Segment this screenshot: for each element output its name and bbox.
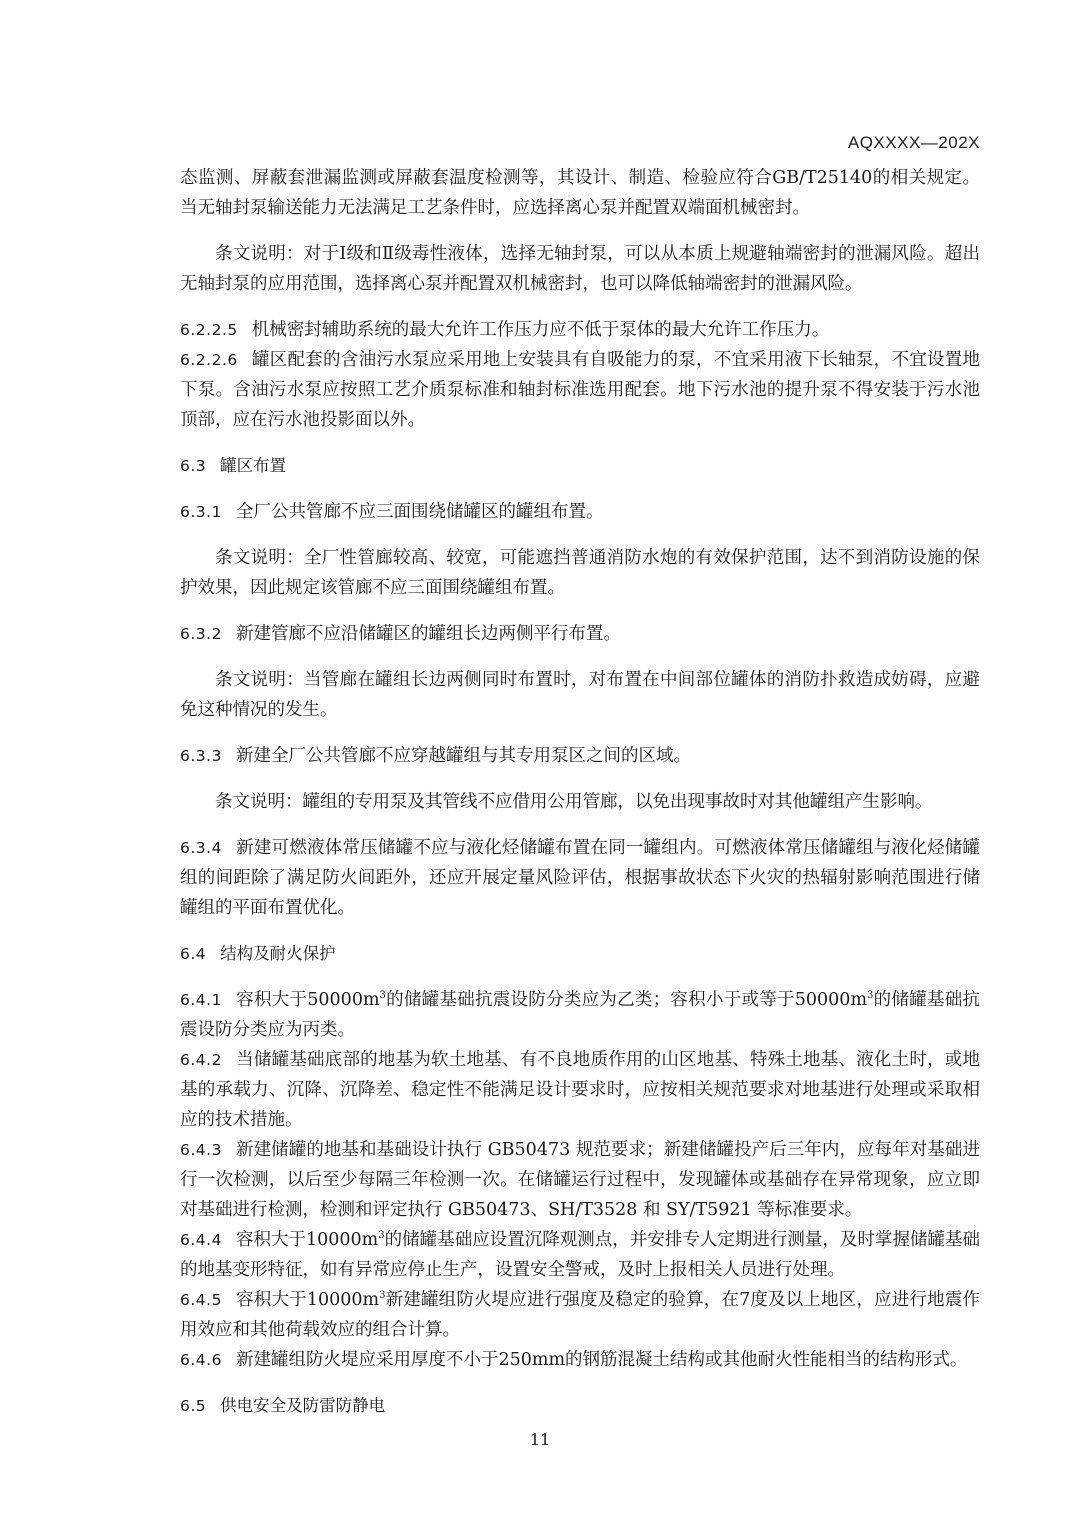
section-heading-6-4 [180,939,980,969]
clause-explanation: 条文说明：对于Ⅰ级和Ⅱ级毒性液体，选择无轴封泵，可以从本质上规避轴端密封的泄漏风险。超出无轴封泵的应用范围，选择离心泵并配置双机械密封，也可以降低轴端密封的泄漏风险。 [180,244,980,294]
clause-text: 新建罐组防火堤应采用厚度不小于250mm的钢筋混凝土结构或其他耐火性能相当的结构形式。 [235,1350,968,1370]
clause-number: 6.3.2 [180,625,222,643]
clause-text: 新建罐组防火堤应进行强度及稳定的验算，在7度及以上地区，应进行地震作用效应和其他荷载效应的组合计算。 [180,1290,980,1340]
clause-number: 6.3.3 [180,747,222,765]
clause-explanation: 条文说明：当管廊在罐组长边两侧同时布置时，对布置在中间部位罐体的消防扑救造成妨碍，应避免这种情况的发生。 [180,670,980,720]
superscript: 3 [378,1230,385,1242]
clause-explanation: 条文说明：罐组的专用泵及其管线不应借用公用管廊，以免出现事故时对其他罐组产生影响。 [215,792,933,812]
section-heading-6-3 [180,451,980,481]
section-title: 罐区布置 [220,456,287,475]
clause-6-4-4 [180,1225,980,1285]
clause-6-3-1 [180,497,980,527]
clause-6-3-2 [180,619,980,649]
section-number: 6.4 [180,945,207,963]
clause-number: 6.4.1 [180,991,222,1009]
clause-text: 新建全厂公共管廊不应穿越罐组与其专用泵区之间的区域。 [235,746,691,766]
clause-number: 6.2.2.5 [180,321,238,339]
clause-explanation: 条文说明：全厂性管廊较高、较宽，可能遮挡普通消防水炮的有效保护范围，达不到消防设施的保护效果，因此规定该管廊不应三面围绕罐组布置。 [180,548,980,598]
clause-text: 新建储罐的地基和基础设计执行 GB50473 规范要求；新建储罐投产后三年内，应每年对基础进行一次检测，以后至少每隔三年检测一次。在储罐运行过程中，发现罐体或基础存在异常现象，应立即对基础进行检测，检测和评定执行 GB50473、SH/T3528 和 SY/T5921 等标准要求。 [180,1140,980,1220]
clause-number: 6.4.4 [180,1231,222,1249]
clause-number: 6.4.6 [180,1351,222,1369]
clause-6-4-3 [180,1135,980,1225]
clause-number: 6.4.2 [180,1051,222,1069]
superscript: 3 [379,990,386,1002]
clause-text: 的储罐基础抗震设防分类应为丙类。 [180,990,981,1040]
superscript: 3 [379,1290,386,1302]
clause-text: 机械密封辅助系统的最大允许工作压力应不低于泵体的最大允许工作压力。 [251,320,830,340]
clause-text: 新建可燃液体常压储罐不应与液化烃储罐布置在同一罐组内。可燃液体常压储罐组与液化烃储罐组的间距除了满足防火间距外，还应开展定量风险评估，根据事故状态下火灾的热辐射影响范围进行储罐组的平面布置优化。 [180,838,980,918]
clause-6-4-5 [180,1285,980,1345]
document-code: AQXXXX—202X [847,133,980,152]
clause-text: 容积大于10000m [235,1290,380,1310]
clause-text: 罐区配套的含油污水泵应采用地上安装具有自吸能力的泵，不宜采用液下长轴泵，不宜设置地下泵。含油污水泵应按照工艺介质泵标准和轴封标准选用配套。地下污水池的提升泵不得安装于污水池顶部，应在污水池投影面以外。 [180,350,980,430]
section-number: 6.3 [180,457,207,475]
clause-6-4-6 [180,1345,980,1375]
section-number: 6.5 [180,1397,207,1415]
clause-text: 的储罐基础应设置沉降观测点，并安排专人定期进行测量，及时掌握储罐基础的地基变形特征，如有异常应停止生产，设置安全警戒，及时上报相关人员进行处理。 [180,1230,981,1280]
clause-number: 6.3.1 [180,503,222,521]
clause-6-2-2-5 [180,315,980,345]
page-number: 11 [529,1430,551,1449]
clause-6-2-2-6 [180,345,980,435]
clause-number: 6.3.4 [180,839,222,857]
clause-text: 全厂公共管廊不应三面围绕储罐区的罐组布置。 [235,502,604,522]
section-title: 结构及耐火保护 [220,944,336,963]
clause-text: 容积大于50000m [235,990,380,1010]
clause-6-3-3 [180,741,980,771]
clause-6-4-1 [180,985,980,1045]
clause-text: 当储罐基础底部的地基为软土地基、有不良地质作用的山区地基、特殊土地基、液化土时，或地基的承载力、沉降、沉降差、稳定性不能满足设计要求时，应按相关规范要求对地基进行处理或采取相应的技术措施。 [180,1050,980,1130]
clause-text: 的储罐基础抗震设防分类应为乙类；容积小于或等于50000m [385,990,868,1010]
section-heading-6-5 [180,1391,980,1421]
clause-text: 新建管廊不应沿储罐区的罐组长边两侧平行布置。 [235,624,621,644]
clause-number: 6.4.5 [180,1291,222,1309]
page-body [180,163,980,1421]
section-title: 供电安全及防雷防静电 [220,1396,386,1415]
clause-6-3-4 [180,833,980,923]
clause-number: 6.2.2.6 [180,351,238,369]
clause-6-4-2 [180,1045,980,1135]
paragraph-continued: 态监测、屏蔽套泄漏监测或屏蔽套温度检测等，其设计、制造、检验应符合GB/T25140的相关规定。当无轴封泵输送能力无法满足工艺条件时，应选择离心泵并配置双端面机械密封。 [180,168,980,218]
clause-text: 容积大于10000m [235,1230,379,1250]
superscript: 3 [867,990,874,1002]
clause-number: 6.4.3 [180,1141,222,1159]
